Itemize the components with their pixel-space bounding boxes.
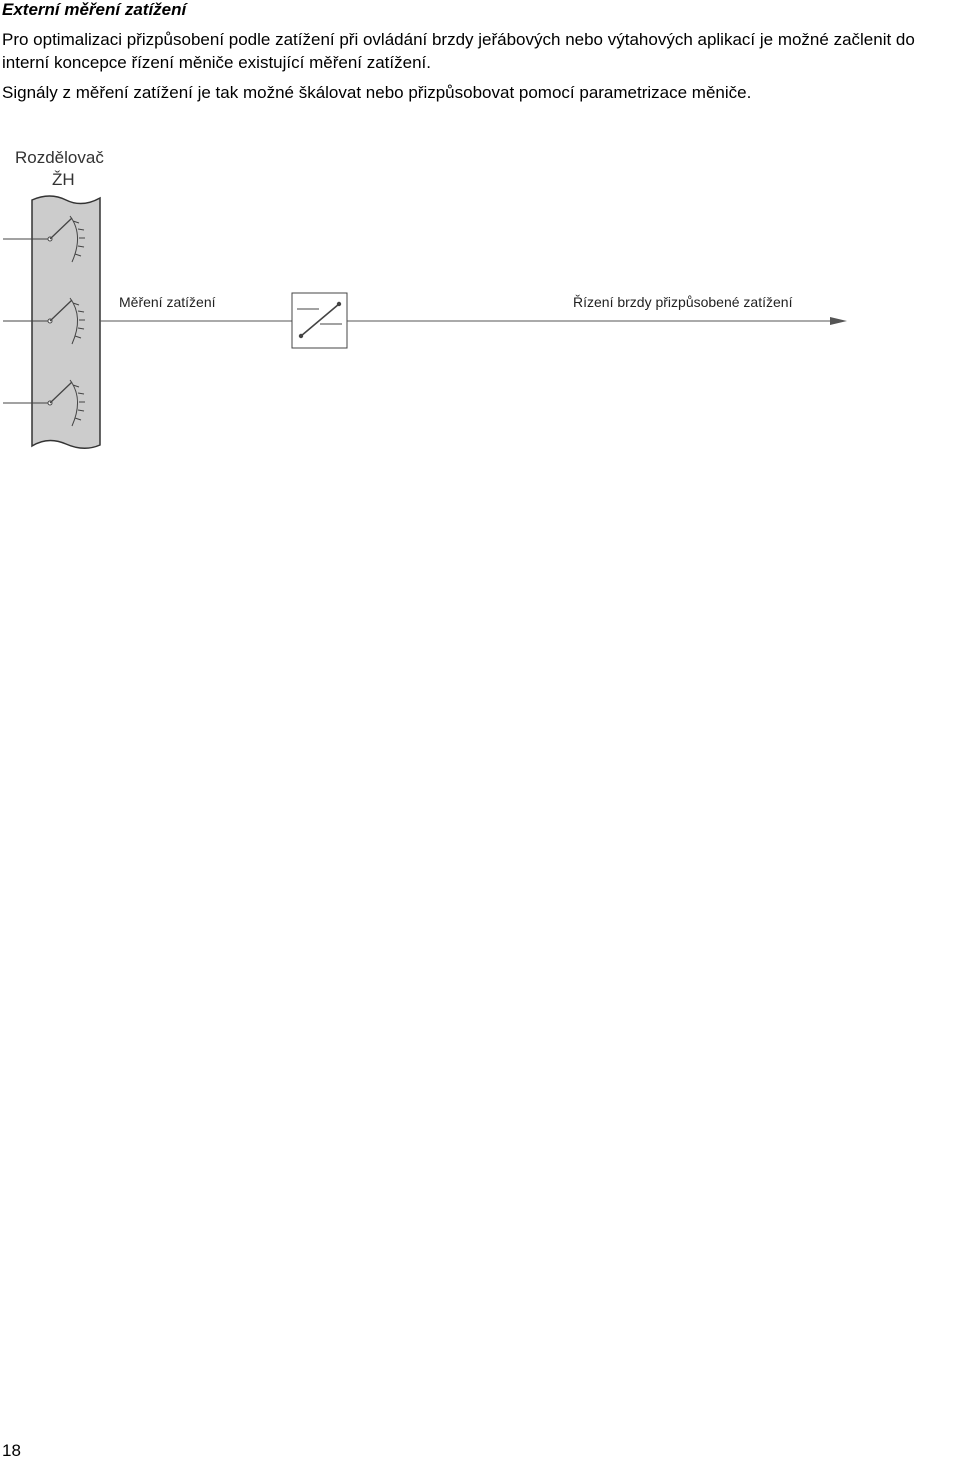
output-signal-label: Řízení brzdy přizpůsobené zatížení: [573, 294, 793, 310]
page-number: 18: [2, 1441, 21, 1460]
distributor-sublabel: ŽH: [52, 170, 75, 189]
input-signal-label: Měření zatížení: [119, 294, 216, 310]
distributor-label: Rozdělovač: [15, 148, 104, 167]
distributor-bar: [32, 196, 100, 448]
arrow-head-icon: [830, 317, 847, 325]
intro-paragraph: Pro optimalizaci přizpůsobení podle zatížení při ovládání brzdy jeřábových nebo výtahových aplikací je možné začlenit do interní koncepce řízení měniče existující měření zatížení.: [2, 30, 915, 72]
scaling-paragraph: Signály z měření zatížení je tak možné škálovat nebo přizpůsobovat pomocí parametrizace měniče.: [2, 83, 752, 102]
section-heading: Externí měření zatížení: [2, 0, 187, 19]
